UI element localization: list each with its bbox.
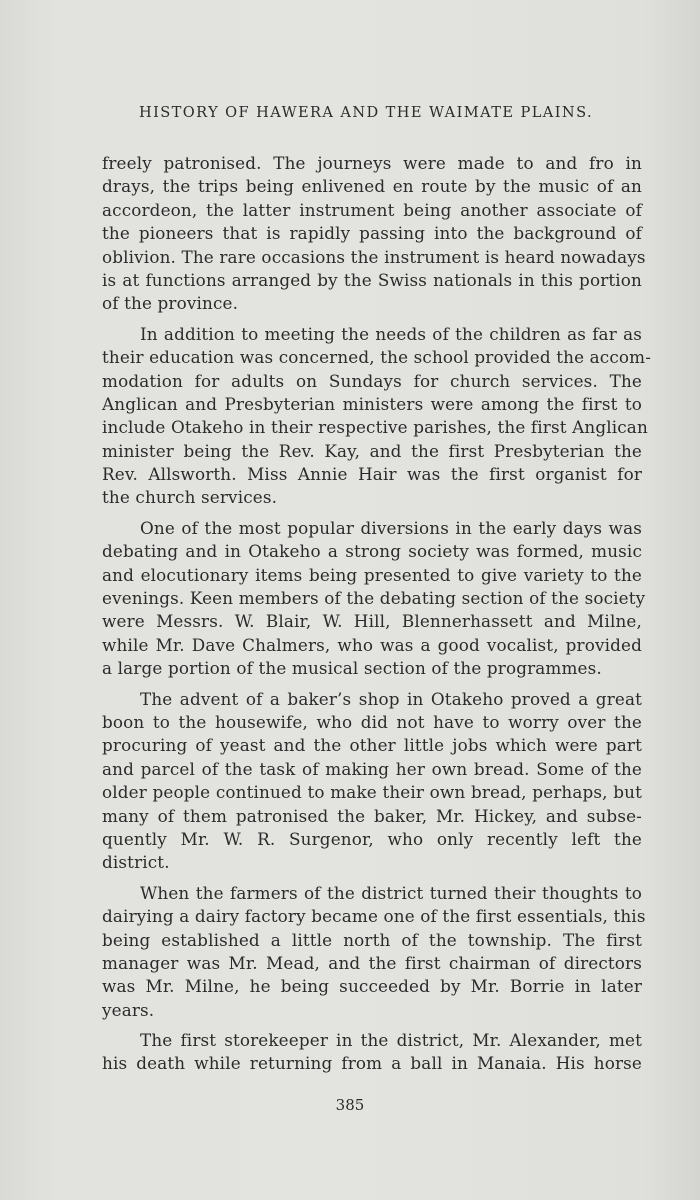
text-line: drays, the trips being enlivened en route by the music of an <box>102 176 642 197</box>
text-line: dairying a dairy factory became one of the first essentials, this <box>102 906 646 927</box>
page-number: 385 <box>335 1096 365 1114</box>
text-line: manager was Mr. Mead, and the first chairman of directors <box>102 952 642 973</box>
paragraph-5 <box>102 882 646 1022</box>
text-line: debating and in Otakeho a strong society was formed, music <box>102 541 642 562</box>
text-line: and elocutionary items being presented to give variety to the <box>102 564 642 585</box>
text-line: When the farmers of the district turned their thoughts to <box>140 882 642 903</box>
paragraph-6 <box>102 1029 642 1076</box>
text-line: while Mr. Dave Chalmers, who was a good vocalist, provided <box>102 634 642 655</box>
text-line: minister being the Rev. Kay, and the first Presbyterian the <box>102 440 642 461</box>
paragraph-3 <box>102 517 646 681</box>
text-line: evenings. Keen members of the debating section of the society <box>102 588 646 609</box>
text-line: The first storekeeper in the district, Mr. Alexander, met <box>140 1030 642 1051</box>
text-line: the church services. <box>102 487 278 508</box>
text-line: Rev. Allsworth. Miss Annie Hair was the first organist for <box>102 464 642 485</box>
text-line: years. <box>102 999 155 1020</box>
text-line: quently Mr. W. R. Surgenor, who only recently left the <box>102 828 642 849</box>
text-line: being established a little north of the township. The first <box>102 929 642 950</box>
text-line: include Otakeho in their respective parishes, the first Anglican <box>102 417 648 438</box>
text-line: Anglican and Presbyterian ministers were among the first to <box>102 393 642 414</box>
text-line: many of them patronised the baker, Mr. Hickey, and subse- <box>102 805 642 826</box>
paragraph-4 <box>102 688 642 875</box>
text-line: procuring of yeast and the other little jobs which were part <box>102 735 642 756</box>
text-line: older people continued to make their own bread, perhaps, but <box>102 782 642 803</box>
text-line: were Messrs. W. Blair, W. Hill, Blennerhassett and Milne, <box>102 611 642 632</box>
text-line: The advent of a baker’s shop in Otakeho proved a great <box>140 688 642 709</box>
text-line: oblivion. The rare occasions the instrument is heard nowadays <box>102 246 646 267</box>
text-line: In addition to meeting the needs of the children as far as <box>140 323 642 344</box>
text-line: district. <box>102 852 170 873</box>
text-line: modation for adults on Sundays for church services. The <box>102 370 642 391</box>
text-line: their education was concerned, the school provided the accom- <box>102 347 652 368</box>
text-line: freely patronised. The journeys were made to and fro in <box>102 153 642 173</box>
running-header: HISTORY OF HAWERA AND THE WAIMATE PLAINS. <box>138 104 593 121</box>
text-line: of the province. <box>102 293 239 314</box>
text-line: accordeon, the latter instrument being another associate of <box>102 199 642 220</box>
text-line: the pioneers that is rapidly passing into the background of <box>102 223 642 244</box>
text-line: One of the most popular diversions in the early days was <box>140 517 642 538</box>
paragraph-1 <box>102 152 646 316</box>
text-line: boon to the housewife, who did not have to worry over the <box>102 711 642 732</box>
paragraph-2 <box>102 323 652 510</box>
body-text <box>102 152 652 1083</box>
text-line: his death while returning from a ball in Manaia. His horse <box>102 1053 642 1074</box>
text-line: was Mr. Milne, he being succeeded by Mr. Borrie in later <box>102 976 642 997</box>
text-line: a large portion of the musical section of the programmes. <box>102 658 602 679</box>
text-line: and parcel of the task of making her own bread. Some of the <box>102 758 642 779</box>
text-line: is at functions arranged by the Swiss nationals in this portion <box>102 269 642 290</box>
